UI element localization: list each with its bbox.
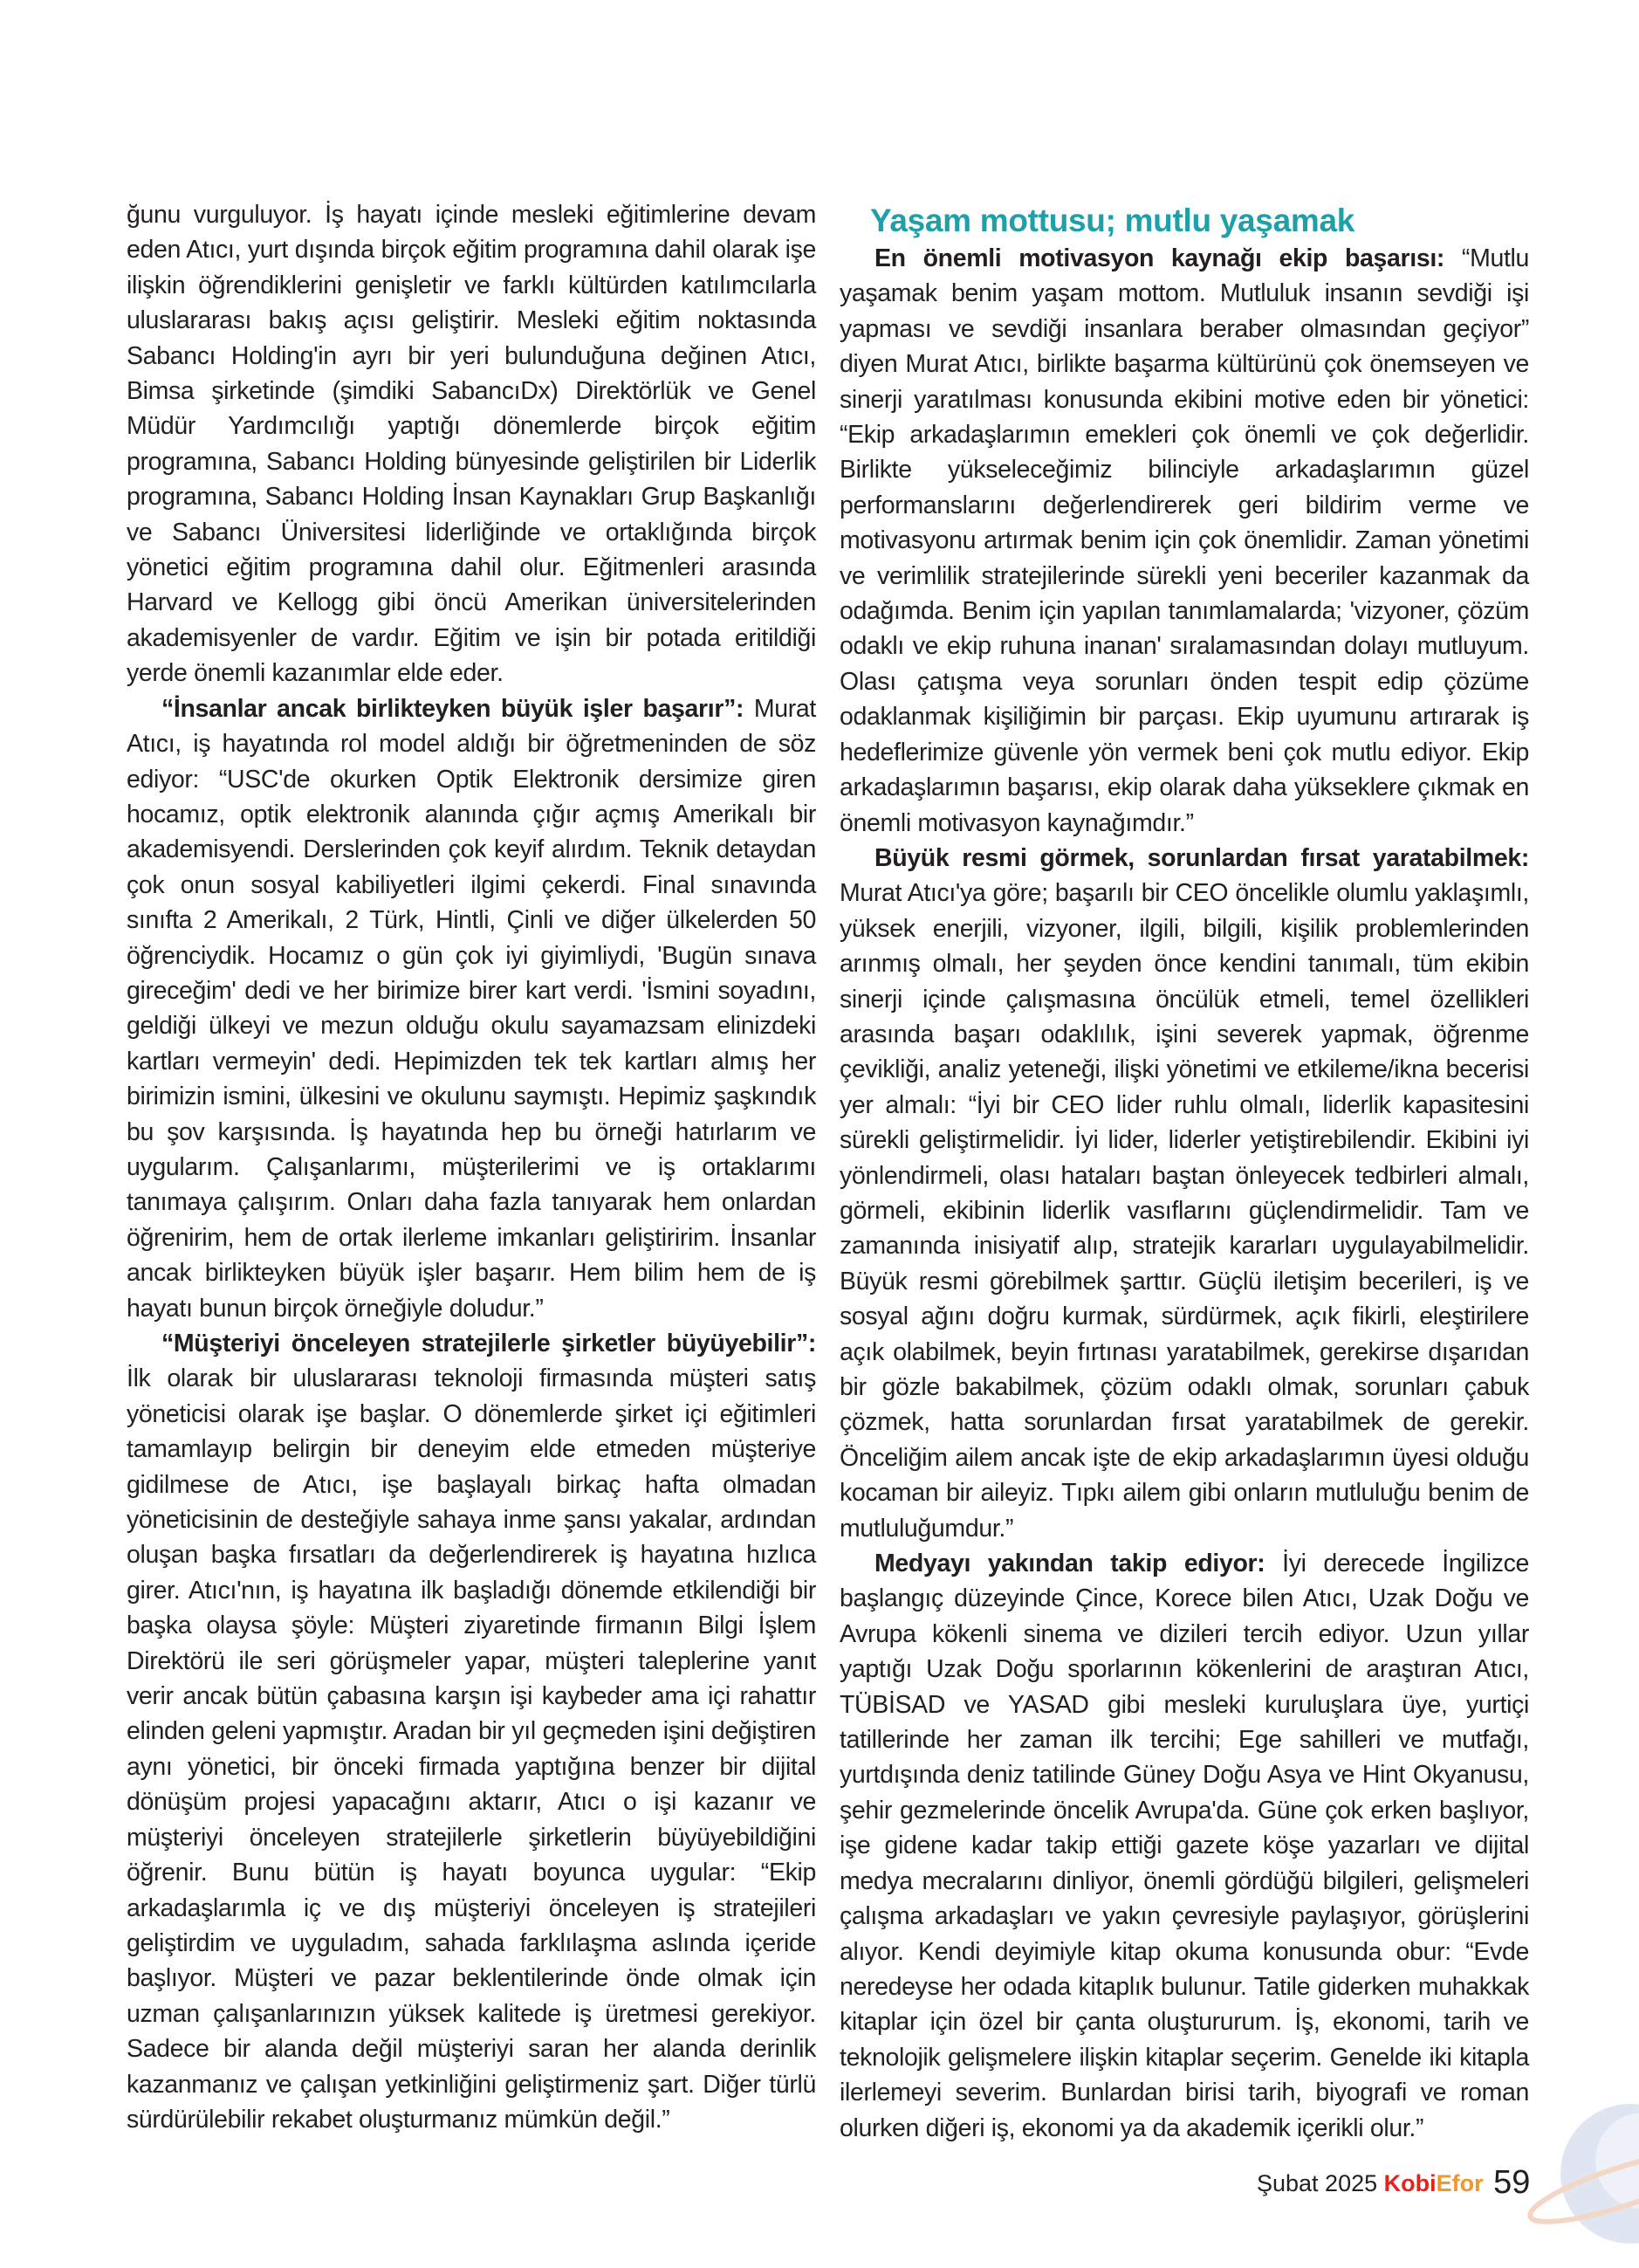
decorative-planet-graphic	[1526, 2078, 1639, 2268]
right-column	[840, 197, 1529, 2146]
paragraph-left-3	[127, 1326, 816, 2137]
paragraph-text: ğunu vurguluyor. İş hayatı içinde mesleki eğitimlerine devam eden Atıcı, yurt dışında birçok eğitim programına dahil olarak işe ilişkin öğrendiklerini genişletir ve farklı kültürden katılımcılarla uluslararası bakış açısı geliştirir. Mesleki eğitim noktasında Sabancı Holding'in ayrı bir yeri bulunduğuna değinen Atıcı, Bimsa şirketinde (şimdiki SabancıDx) Direktörlük ve Genel Müdür Yardımcılığı yaptığı dönemlerde birçok eğitim programına, Sabancı Holding bünyesinde geliştirilen bir Liderlik programına, Sabancı Holding İnsan Kaynakları Grup Başkanlığı ve Sabancı Üniversitesi liderliğinde ve ortaklığında birçok yönetici eğitim programına dahil olur. Eğitmenleri arasında Harvard ve Kellogg gibi öncü Amerikan üniversitelerinden akademisyenler de vardır. Eğitim ve işin bir potada eritildiği yerde önemli kazanımlar elde eder.	[127, 201, 816, 688]
paragraph-text: İlk olarak bir uluslararası teknoloji firmasında müşteri satış yöneticisi olarak işe başlar. O dönemlerde şirket içi eğitimleri tamamlayıp belirgin bir deneyim elde etmeden müşteriye gidilmese de Atıcı, işe başlayalı birkaç hafta olmadan yöneticisinin de desteğiyle sahaya inme şansı yakalar, ardından oluşan başka fırsatları da değerlendirerek iş hayatına hızlıca girer. Atıcı'nın, iş hayatına ilk başladığı dönemde etkilendiği bir başka olaysa şöyle: Müşteri ziyaretinde firmanın Bilgi İşlem Direktörü ile seri görüşmeler yapar, müşteri taleplerine yanıt verir ancak bütün çabasına karşın işi kaybeder ama içi rahattır elinden geleni yapmıştır. Aradan bir yıl geçmeden işini değiştiren aynı yönetici, bir önceki firmada yaptığına benzer bir dijital dönüşüm projesi yapacağını aktarır, Atıcı o işi kazanır ve müşteriyi önceleyen stratejilerle şirketlerin büyüyebildiğini öğrenir. Bunu bütün iş hayatı boyunca uygular: “Ekip arkadaşlarımla iç ve dış müşteriyi önceleyen iş stratejileri geliştirdim ve uyguladım, sahada farklılaşma aslında içeride başlıyor. Müşteri ve pazar beklentilerinde önde olmak için uzman çalışanlarınızın yüksek kalitede iş üretmesi gerekiyor. Sadece bir alanda değil müşteriyi saran her alanda derinlik kazanmanız ve çalışan yetkinliğini geliştirmeniz şart. Diğer türlü sürdürülebilir rekabet oluşturmanız mümkün değil.”	[127, 1364, 816, 2134]
paragraph-left-1	[127, 197, 816, 691]
paragraph-left-2	[127, 691, 816, 1326]
paragraph-lead: En önemli motivasyon kaynağı ekip başarısı:	[874, 244, 1445, 272]
paragraph-text: İyi derecede İngilizce başlangıç düzeyinde Çince, Korece bilen Atıcı, Uzak Doğu ve Avrupa kökenli sinema ve dizileri tercih ediyor. Uzun yıllar yaptığı Uzak Doğu sporlarının kökenlerini de araştıran Atıcı, TÜBİSAD ve YASAD gibi mesleki kuruluşlara üye, yurtiçi tatillerinde her zaman ilk tercihi; Ege sahilleri ve mutfağı, yurtdışında deniz tatilinde Güney Doğu Asya ve Hint Okyanusu, şehir gezmelerinde öncelik Avrupa'da. Güne çok erken başlıyor, işe gidene kadar takip ettiği gazete köşe yazarları ve dijital medya mecralarını dinliyor, önemli gördüğü bilgileri, gelişmeleri çalışma arkadaşları ve yakın çevresiyle paylaşıyor, görüşlerini alıyor. Kendi deyimiyle kitap okuma konusunda obur: “Evde neredeyse her odada kitaplık bulunur. Tatile giderken muhakkak kitaplar için özel bir çanta oluştururum. İş, ekonomi, tarih ve teknolojik gelişmelere ilişkin kitaplar seçerim. Genelde iki kitapla ilerlemeyi severim. Bunlardan birisi tarih, biyografi ve roman olurken diğeri iş, ekonomi ya da akademik içerikli olur.”	[840, 1550, 1530, 2142]
logo-kobi: Kobi	[1383, 2170, 1437, 2196]
paragraph-lead: Büyük resmi görmek, sorunlardan fırsat yaratabilmek:	[874, 843, 1529, 872]
paragraph-text: Murat Atıcı, iş hayatında rol model aldığı bir öğretmeninden de söz ediyor: “USC'de okurken Optik Elektronik dersimize giren hocamız, optik elektronik alanında çığır açmış Amerikalı bir akademisyendi. Derslerinden çok keyif alırdım. Teknik detaydan çok onun sosyal kabiliyetleri ilgimi çekerdi. Final sınavında sınıfta 2 Amerikalı, 2 Türk, Hintli, Çinli ve diğer ülkelerden 50 öğrenciydik. Hocamız o gün çok iyi giyimliydi, 'Bugün sınava gireceğim' dedi ve her birimize birer kart verdi. 'İsmini soyadını, geldiği ülkeyi ve mezun olduğu okulu sayamazsam elinizdeki kartları vermeyin' dedi. Hepimizden tek tek kartları almış her birimizin ismini, ülkesini ve okulunu saymıştı. Hepimiz şaşkındık bu şov karşısında. İş hayatında hep bu örneği hatırlarım ve uygularım. Çalışanlarımı, müşterilerimi ve iş ortaklarımı tanımaya çalışırım. Onları daha fazla tanıyarak hem onlardan öğrenirim, hem de ortak ilerleme imkanları geliştiririm. İnsanlar ancak birlikteyken büyük işler başarır. Hem bilim hem de iş hayatı bunun birçok örneğiyle doludur.”	[127, 694, 816, 1323]
section-heading: Yaşam mottusu; mutlu yaşamak	[870, 203, 1355, 238]
paragraph-lead: Medyayı yakından takip ediyor:	[874, 1550, 1265, 1578]
paragraph-lead: “Müşteriyi önceleyen stratejilerle şirketler büyüyebilir”:	[161, 1330, 816, 1357]
left-column	[127, 197, 816, 2137]
issue-date: Şubat 2025	[1257, 2170, 1378, 2196]
paragraph-text: Murat Atıcı'ya göre; başarılı bir CEO öncelikle olumlu yaklaşımlı, yüksek enerjili, vizyoner, ilgili, bilgili, kişilik problemlerinden arınmış olmalı, her şeyden önce kendini tanımalı, tüm ekibin sinerji içinde çalışmasına öncülük etmeli, temel özellikleri arasında başarı odaklılık, işini severek yapmak, öğrenme çevikliği, analiz yeteneği, ilişki yönetimi ve etkileme/ikna becerisi yer almalı: “İyi bir CEO lider ruhlu olmalı, liderlik kapasitesini sürekli geliştirmelidir. İyi lider, liderler yetiştirebilendir. Ekibini iyi yönlendirmeli, olası hataları baştan önleyecek tedbirleri almalı, görmeli, ekibinin liderlik vasıflarını güçlendirmelidir. Tam ve zamanında inisiyatif alıp, stratejik kararları uygulayabilmelidir. Büyük resmi görebilmek şarttır. Güçlü iletişim becerileri, iş ve sosyal ağını doğru kurmak, sürdürmek, açık fikirli, eleştirilere açık olabilmek, beyin fırtınası yaratabilmek, gerekirse dışarıdan bir gözle bakabilmek, çözüm odaklı olmak, sorunları çabuk çözmek, hatta sorunlardan fırsat yaratabilmek de gerekir. Önceliğim ailem ancak işte de ekip arkadaşlarımın üyesi olduğu kocaman bir aileyiz. Tıpkı ailem gibi onların mutluluğu benim de mutluluğumdur.”	[840, 879, 1529, 1543]
paragraph-text: “Mutlu yaşamak benim yaşam mottom. Mutluluk insanın sevdiği işi yapması ve sevdiği insanlara beraber olmasından geçiyor” diyen Murat Atıcı, birlikte başarma kültürünü çok önemseyen ve sinerji yaratılması konusunda ekibini motive eden bir yönetici: “Ekip arkadaşlarımın emekleri çok önemli ve çok değerlidir. Birlikte yükseleceğimiz bilinciyle arkadaşlarımın güzel performanslarını değerlendirerek geri bildirim verme ve motivasyonu artırmak benim için çok önemlidir. Zaman yönetimi ve verimlilik stratejilerinde sürekli yeni beceriler kazanmak da odağımda. Benim için yapılan tanımlamalarda; 'vizyoner, çözüm odaklı ve ekip ruhuna inanan' sıralamasından dolayı mutluyum. Olası çatışma veya sorunları önden tespit edip çözüme odaklanmak kişiliğimin bir parçası. Ekip uyumunu artırarak iş hedeflerimize güvenle yön vermek beni çok mutlu ediyor. Ekip arkadaşlarımın başarısı, ekip olarak daha yükseklere çıkmak en önemli motivasyon kaynağımdır.”	[840, 244, 1530, 837]
paragraph-right-2	[840, 841, 1529, 1546]
paragraph-right-1	[840, 241, 1529, 841]
page-footer	[1257, 2165, 1530, 2201]
page-number: 59	[1493, 2164, 1531, 2201]
paragraph-lead: “İnsanlar ancak birlikteyken büyük işler başarır”:	[161, 694, 744, 723]
logo-efor: Efor	[1436, 2170, 1484, 2196]
magazine-logo	[1384, 2170, 1484, 2196]
paragraph-right-3	[840, 1546, 1529, 2146]
